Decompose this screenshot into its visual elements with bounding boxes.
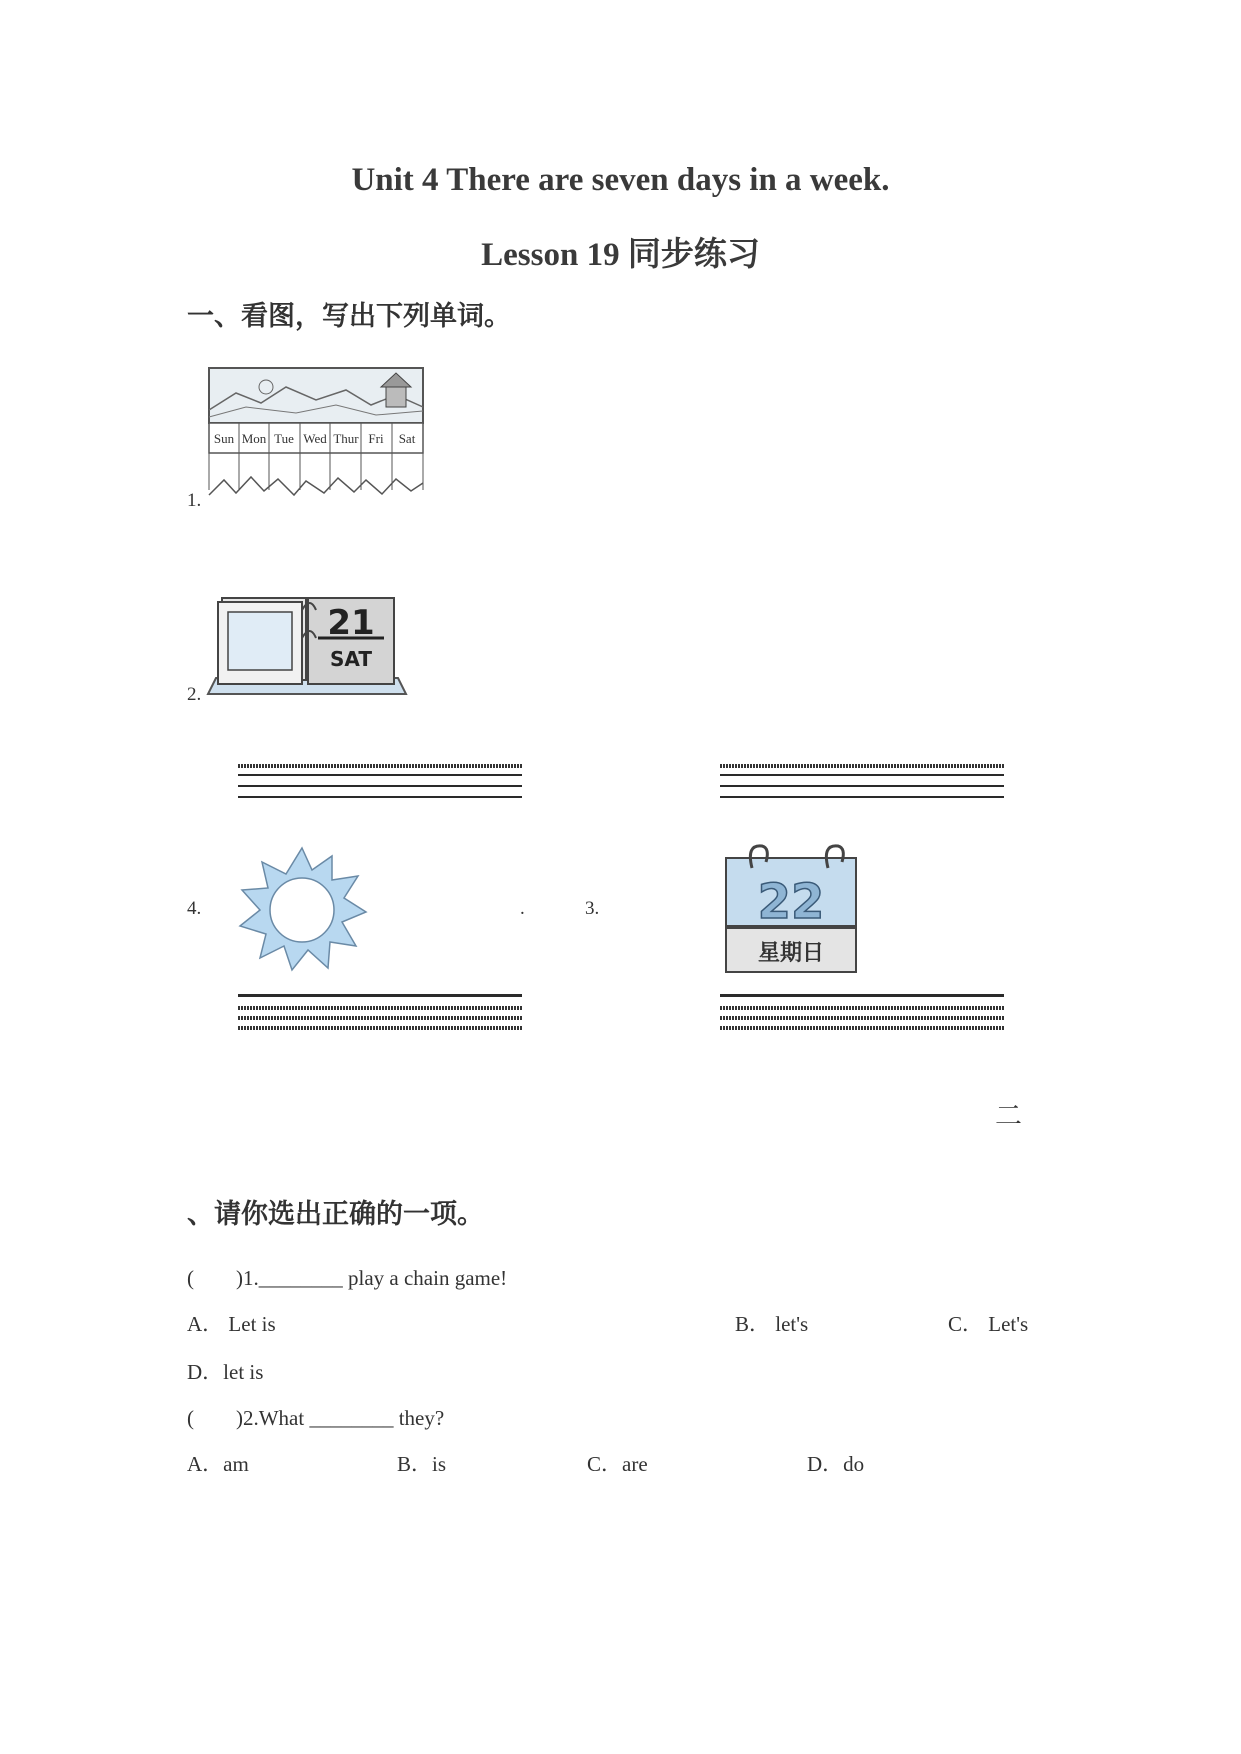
week-calendar-picture [206, 365, 426, 505]
day-label: Sun [213, 431, 235, 446]
item1-number: 1. [187, 490, 202, 511]
day-label: Tue [274, 431, 294, 446]
day-label: Sat [398, 431, 416, 446]
option-c[interactable]: C．are [587, 1452, 648, 1476]
item3-number: 3. [585, 898, 600, 919]
desk-calendar-picture [206, 588, 408, 700]
desk-calendar-date: 21 [327, 603, 375, 643]
item2-number: 2. [187, 684, 202, 705]
option-a[interactable]: A．am [187, 1452, 249, 1476]
section2-heading: 、请你选出正确的一项。 [187, 1199, 484, 1230]
answer-lines[interactable] [238, 994, 522, 1036]
option-d[interactable]: D．do [807, 1452, 865, 1476]
page-title: Unit 4 There are seven days in a week. [351, 162, 890, 198]
wall-calendar-day: 星期日 [757, 941, 825, 966]
day-label: Fri [368, 431, 384, 446]
section2-heading-number: 二 [995, 1101, 1022, 1132]
wall-calendar-date: 22 [757, 874, 825, 930]
item4-trail: . [520, 898, 525, 919]
item4-number: 4. [187, 898, 202, 919]
page-subtitle: Lesson 19 同步练习 [481, 237, 760, 273]
option-b[interactable]: B． let's [735, 1312, 809, 1336]
option-a[interactable]: A． Let is [187, 1312, 276, 1336]
answer-lines[interactable] [720, 764, 1004, 807]
day-label: Mon [241, 431, 267, 446]
day-label: Wed [303, 431, 327, 446]
section1-heading: 一、看图，写出下列单词。 [187, 301, 511, 332]
sun-picture [236, 846, 368, 972]
answer-lines[interactable] [238, 764, 522, 807]
option-b[interactable]: B．is [397, 1452, 447, 1476]
question-1: ( )1.________ play a chain game! [187, 1266, 508, 1290]
option-d[interactable]: D．let is [187, 1360, 264, 1384]
desk-calendar-day: SAT [330, 647, 372, 671]
answer-lines[interactable] [720, 994, 1004, 1036]
wall-calendar-picture [720, 842, 862, 976]
option-c[interactable]: C． Let's [948, 1312, 1029, 1336]
question-2: ( )2.What ________ they? [187, 1406, 445, 1430]
day-label: Thur [333, 431, 359, 446]
